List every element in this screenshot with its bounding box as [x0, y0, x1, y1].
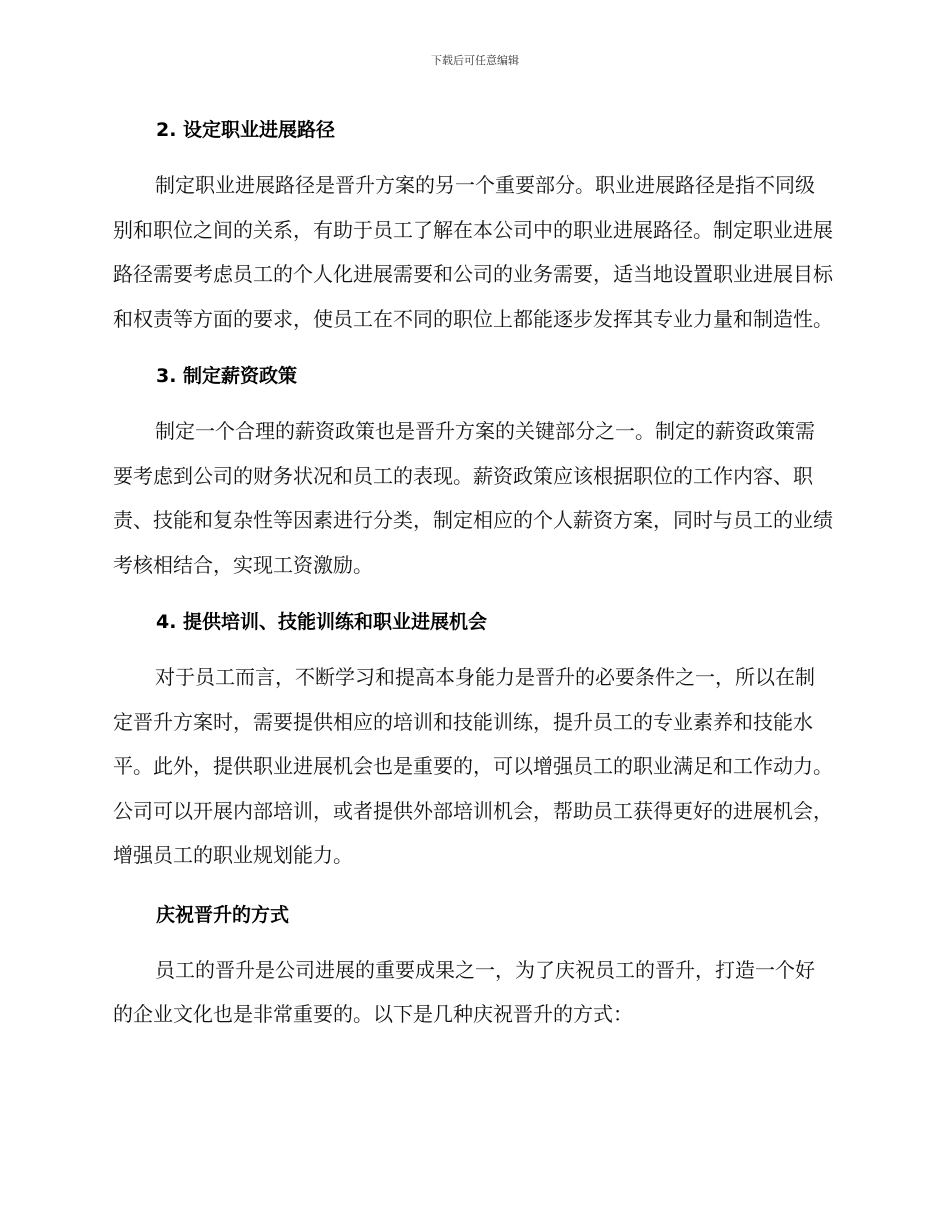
section-heading-career-path: 2. 设定职业进展路径 [156, 119, 336, 141]
section-heading-salary-policy: 3. 制定薪资政策 [156, 365, 298, 387]
section-paragraph-training: 对于员工而言，不断学习和提高本身能力是晋升的必要条件之一，所以在制定晋升方案时，需要提供相应的培训和技能训练，提升员工的专业素养和技能水平。此外，提供职业进展机会也是重要的，可以增强员工的职业满足和工作动力。公司可以开展内部培训，或者提供外部培训机会，帮助员工获得更好的进展机会，增强员工的职业规划能力。 [113, 665, 833, 867]
section-paragraph-career-path: 制定职业进展路径是晋升方案的另一个重要部分。职业进展路径是指不同级别和职位之间的关系，有助于员工了解在本公司中的职业进展路径。制定职业进展路径需要考虑员工的个人化进展需要和公司的业务需要，适当地设置职业进展目标和权责等方面的要求，使员工在不同的职位上都能逐步发挥其专业力量和制造性。 [113, 173, 833, 331]
section-heading-celebration: 庆祝晋升的方式 [156, 903, 290, 926]
page-header: 下载后可任意编辑 [431, 54, 519, 67]
section-paragraph-celebration: 员工的晋升是公司进展的重要成果之一，为了庆祝员工的晋升，打造一个好的企业文化也是非常重要的。以下是几种庆祝晋升的方式： [113, 957, 815, 1026]
section-heading-training: 4. 提供培训、技能训练和职业进展机会 [156, 611, 488, 633]
document-body [113, 112, 833, 1037]
section-paragraph-salary-policy: 制定一个合理的薪资政策也是晋升方案的关键部分之一。制定的薪资政策需要考虑到公司的财务状况和员工的表现。薪资政策应该根据职位的工作内容、职责、技能和复杂性等因素进行分类，制定相应的个人薪资方案，同时与员工的业绩考核相结合，实现工资激励。 [113, 419, 833, 577]
